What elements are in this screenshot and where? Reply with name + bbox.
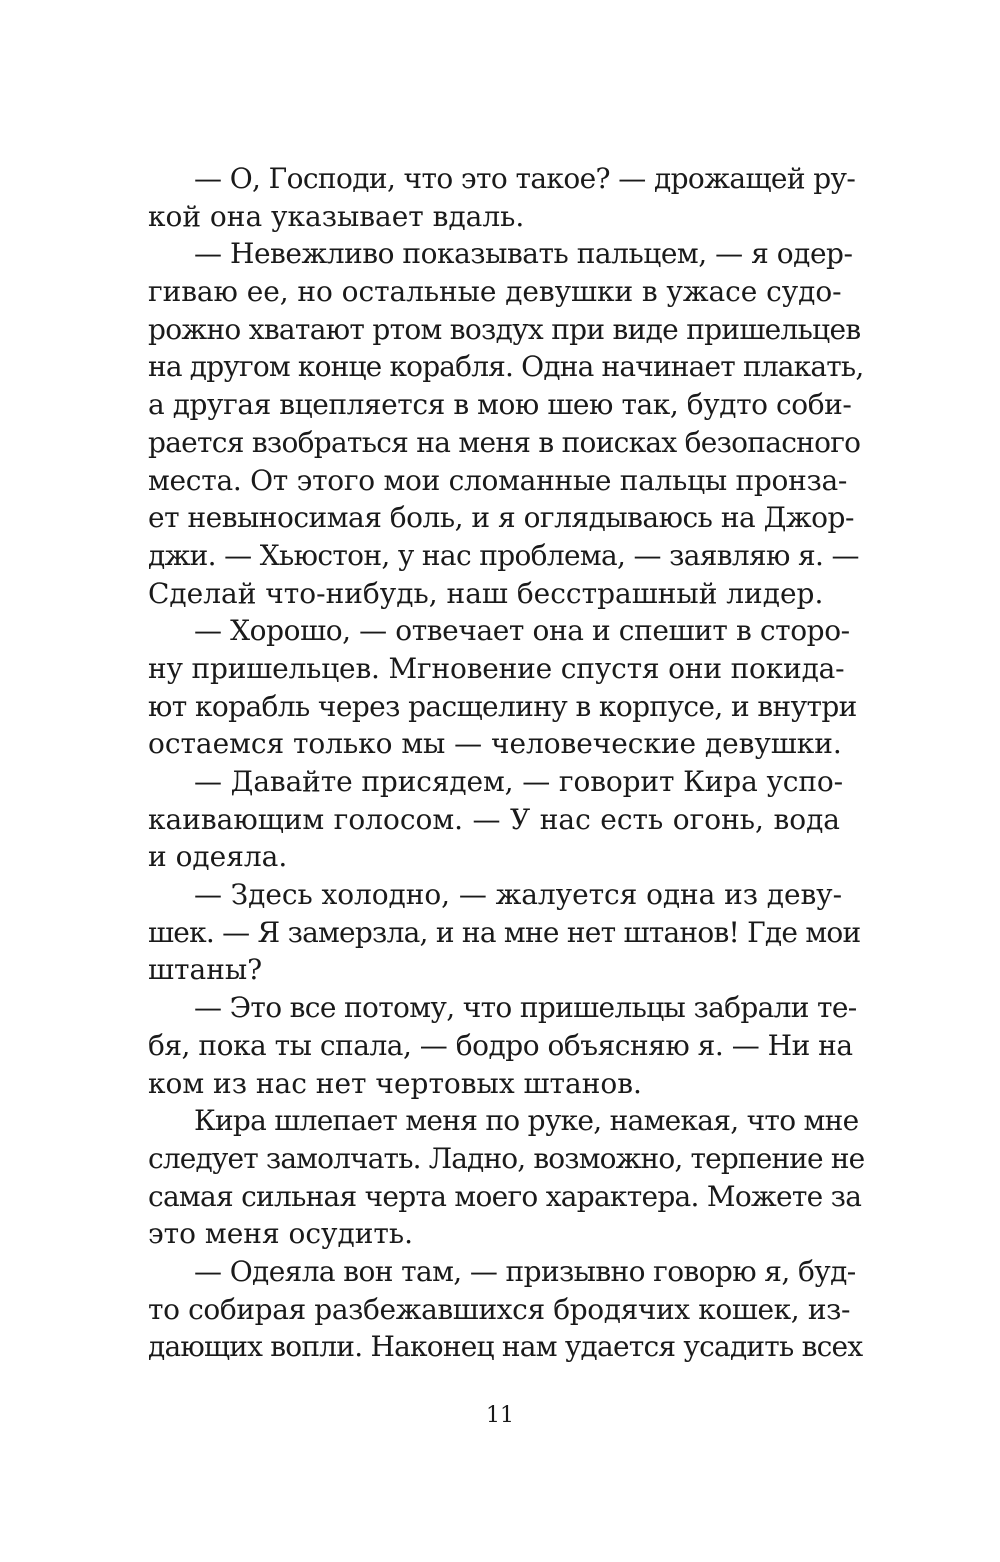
text-line: штаны? [148,953,263,987]
text-line: следует замолчать. Ладно, возможно, терпение не [148,1141,865,1175]
text-line: — Здесь холодно, — жалуется одна из деву- [194,878,842,912]
text-line: джи. — Хьюстон, у нас проблема, — заявляю я. — [148,538,859,572]
text-line: кой она указывает вдаль. [148,199,525,233]
text-line: рается взобраться на меня в поисках безопасного [148,425,861,459]
text-line: это меня осудить. [148,1217,414,1251]
text-line: а другая вцепляется в мою шею так, будто соби- [148,388,852,422]
body-text [148,160,865,1366]
text-line: то собирая разбежавшихся бродячих кошек, из- [148,1292,851,1326]
text-line: — Невежливо показывать пальцем, — я одер- [194,237,853,271]
text-line: — Одеяла вон там, — призывно говорю я, буд- [194,1254,856,1288]
text-line: — Давайте присядем, — говорит Кира успо- [194,765,844,798]
text-line: ком из нас нет чертовых штанов. [148,1066,642,1100]
text-line: шек. — Я замерзла, и на мне нет штанов! Где мои [148,915,861,949]
text-line: Сделай что-нибудь, наш бесстрашный лидер. [148,576,824,610]
text-line: на другом конце корабля. Одна начинает плакать, [148,350,864,384]
text-line: остаемся только мы — человеческие девушки. [148,727,842,761]
text-line: дающих вопли. Наконец нам удается усадить всех [148,1330,863,1364]
text-line: Кира шлепает меня по руке, намекая, что мне [194,1104,859,1138]
text-line: — Это все потому, что пришельцы забрали те- [194,991,857,1025]
text-line: — О, Господи, что это такое? — дрожащей ру- [194,162,856,195]
text-line: ну пришельцев. Мгновение спустя они покида- [148,651,845,685]
text-line: бя, пока ты спала, — бодро объясняю я. — Ни на [148,1028,853,1062]
text-line: гиваю ее, но остальные девушки в ужасе судо- [148,275,842,309]
text-line: каивающим голосом. — У нас есть огонь, вода [148,802,840,836]
text-line: — Хорошо, — отвечает она и спешит в сторо- [194,614,850,648]
text-line: места. От этого мои сломанные пальцы пронза- [148,463,848,497]
page-number: 11 [486,1403,514,1428]
text-line: самая сильная черта моего характера. Можете за [148,1179,862,1213]
text-line: и одеяла. [148,840,288,874]
text-line: ет невыносимая боль, и я оглядываюсь на Джор- [148,501,854,535]
text-line: рожно хватают ртом воздух при виде пришельцев [148,312,861,346]
text-line: ют корабль через расщелину в корпусе, и внутри [148,689,857,723]
